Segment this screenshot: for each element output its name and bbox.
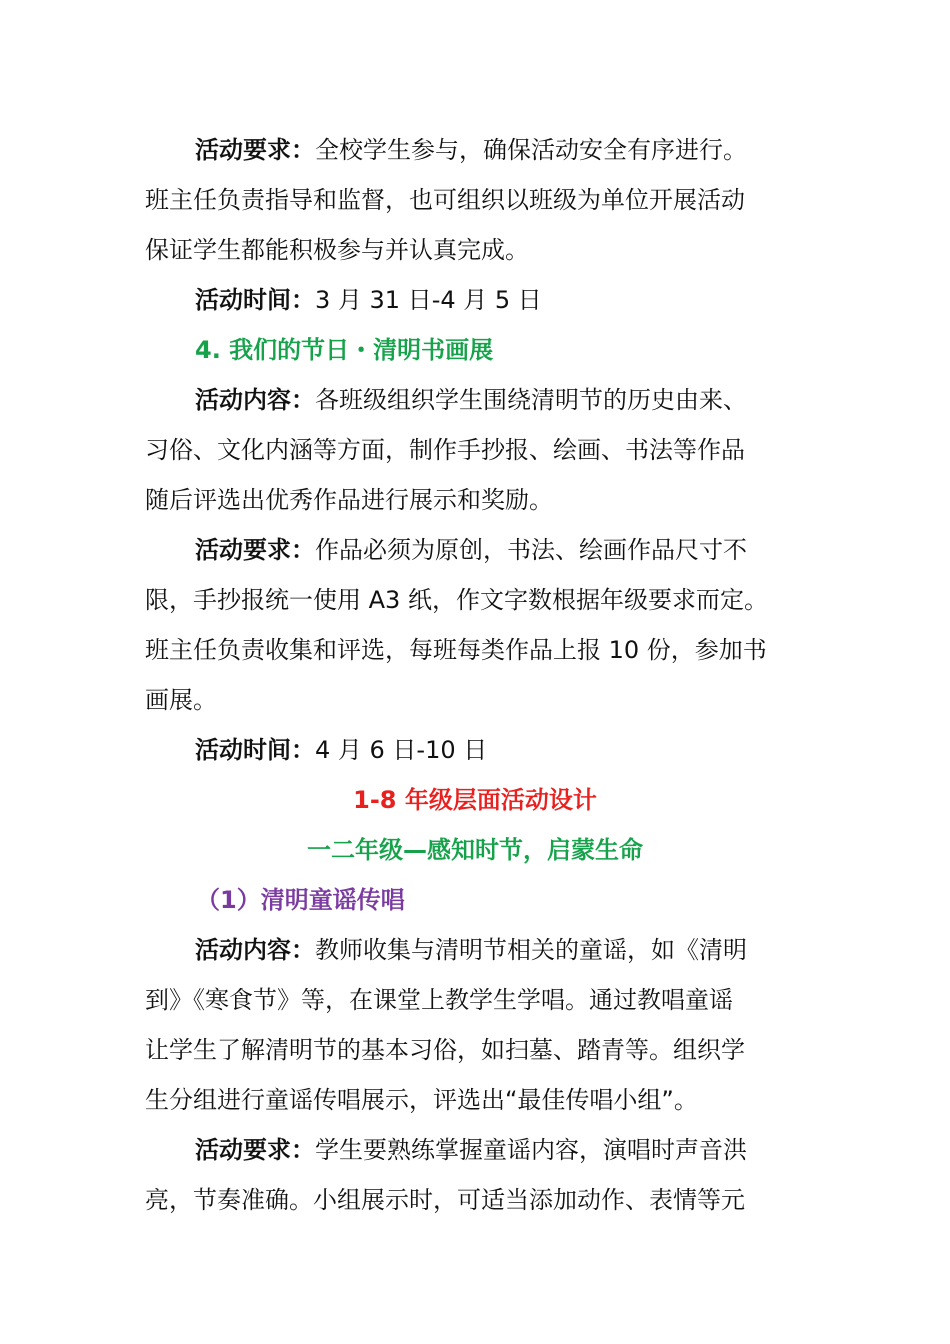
time-text: 3 月 31 日-4 月 5 日: [315, 286, 542, 314]
section-title: 1-8 年级层面活动设计: [353, 786, 597, 814]
paragraph-content-4: [195, 385, 810, 415]
requirement-text-line: 班主任负责收集和评选，每班每类作品上报 10 份，参加书: [145, 636, 767, 664]
content-text-line: 让学生了解清明节的基本习俗，如扫墓、踏青等。组织学: [145, 1036, 745, 1064]
time-label: 活动时间：: [195, 736, 315, 764]
content-text-line: 随后评选出优秀作品进行展示和奖励。: [145, 486, 553, 514]
content-text-line: 生分组进行童谣传唱展示，评选出“最佳传唱小组”。: [145, 1086, 698, 1114]
requirement-text-line: 亮，节奏准确。小组展示时，可适当添加动作、表情等元: [145, 1186, 745, 1214]
requirement-text-line: 画展。: [145, 686, 217, 714]
subsection-title: （1）清明童谣传唱: [196, 886, 405, 914]
content-label: 活动内容：: [195, 386, 315, 414]
time-label: 活动时间：: [195, 286, 315, 314]
paragraph-time-4: [195, 735, 810, 765]
paragraph-requirement-1: [195, 135, 810, 165]
content-text-line: 到》《寒食节》等，在课堂上教学生学唱。通过教唱童谣: [145, 986, 733, 1014]
requirement-text: 全校学生参与，确保活动安全有序进行。: [315, 136, 747, 164]
requirement-label: 活动要求：: [195, 536, 315, 564]
time-text: 4 月 6 日-10 日: [315, 736, 488, 764]
content-text: 各班级组织学生围绕清明节的历史由来、: [315, 386, 747, 414]
paragraph-time-1: [195, 285, 810, 315]
content-label: 活动内容：: [195, 936, 315, 964]
grade-title: 一二年级—感知时节，启蒙生命: [307, 836, 643, 864]
paragraph-requirement-sub1: [195, 1135, 810, 1165]
requirement-text-line: 限，手抄报统一使用 A3 纸，作文字数根据年级要求而定。: [145, 586, 768, 614]
paragraph-requirement-4: [195, 535, 810, 565]
requirement-text-line: 保证学生都能积极参与并认真完成。: [145, 236, 529, 264]
requirement-label: 活动要求：: [195, 136, 315, 164]
content-text-line: 习俗、文化内涵等方面，制作手抄报、绘画、书法等作品: [145, 436, 745, 464]
requirement-text: 作品必须为原创，书法、绘画作品尺寸不: [315, 536, 747, 564]
requirement-label: 活动要求：: [195, 1136, 315, 1164]
requirement-text-line: 班主任负责指导和监督，也可组织以班级为单位开展活动: [145, 186, 745, 214]
heading-activity-4: 4. 我们的节日・清明书画展: [195, 336, 494, 364]
content-text: 教师收集与清明节相关的童谣，如《清明: [315, 936, 747, 964]
paragraph-content-sub1: [195, 935, 810, 965]
requirement-text: 学生要熟练掌握童谣内容，演唱时声音洪: [315, 1136, 747, 1164]
